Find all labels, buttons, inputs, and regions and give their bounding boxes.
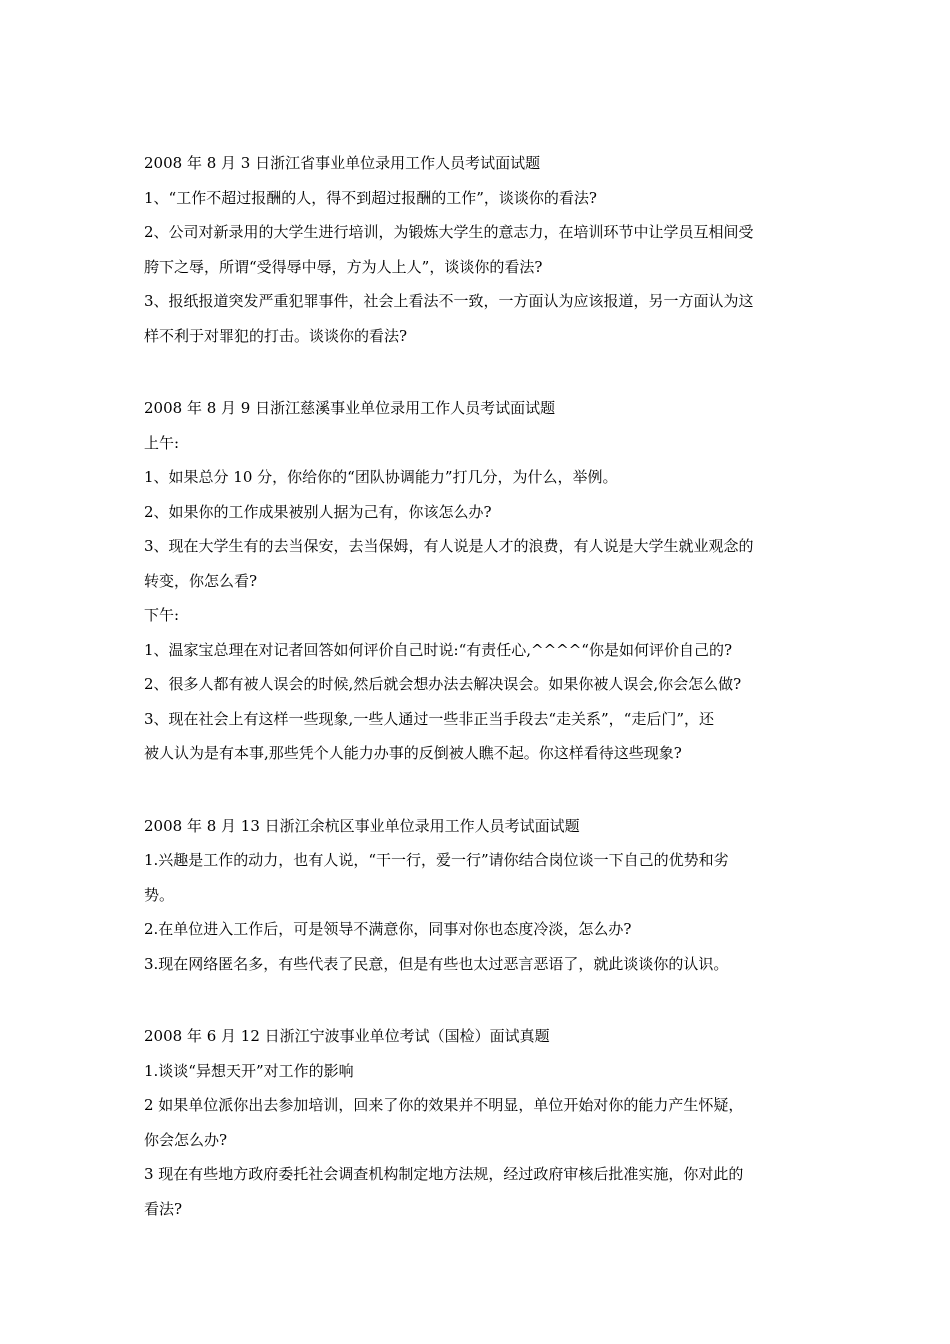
question-line: 1.谈谈“异想天开”对工作的影响: [144, 1061, 354, 1080]
exam-section-2: [144, 391, 816, 771]
question-line: 3、报纸报道突发严重犯罪事件，社会上看法不一致，一方面认为应该报道，另一方面认为这: [144, 292, 754, 310]
exam-section-3: [144, 809, 816, 982]
question-line: 2.在单位进入工作后，可是领导不满意你，同事对你也态度冷淡，怎么办?: [144, 920, 632, 938]
question-line: 1、“工作不超过报酬的人，得不到超过报酬的工作”，谈谈你的看法?: [144, 188, 597, 207]
question-line: 3、现在社会上有这样一些现象,一些人通过一些非正当手段去“走关系”，“走后门”，还: [144, 709, 714, 728]
question-line: 1.兴趣是工作的动力，也有人说，“干一行，爱一行”请你结合岗位谈一下自己的优势和劣: [144, 851, 729, 869]
question-line: 转变，你怎么看?: [144, 571, 258, 590]
question-line: 2、公司对新录用的大学生进行培训，为锻炼大学生的意志力，在培训环节中让学员互相间受: [144, 223, 754, 241]
question-line: 胯下之辱，所谓“受得辱中辱，方为人上人”，谈谈你的看法?: [144, 257, 543, 276]
section-title: 2008 年 8 月 9 日浙江慈溪事业单位录用工作人员考试面试题: [144, 399, 556, 417]
question-line: 3.现在网络匿名多，有些代表了民意，但是有些也太过恶言恶语了，就此谈谈你的认识。: [144, 954, 729, 973]
exam-section-1: [144, 146, 816, 353]
question-line: 被人认为是有本事,那些凭个人能力办事的反倒被人瞧不起。你这样看待这些现象?: [144, 744, 682, 762]
document-page: [144, 146, 816, 1264]
section-title: 2008 年 8 月 13 日浙江余杭区事业单位录用工作人员考试面试题: [144, 816, 580, 835]
question-line: 你会怎么办?: [144, 1130, 228, 1149]
section-title: 2008 年 8 月 3 日浙江省事业单位录用工作人员考试面试题: [144, 154, 541, 172]
question-line: 3、现在大学生有的去当保安，去当保姆，有人说是人才的浪费，有人说是大学生就业观念的: [144, 537, 754, 555]
question-line: 2、如果你的工作成果被别人据为己有，你该怎么办?: [144, 502, 492, 521]
exam-section-4: [144, 1019, 816, 1226]
section-title: 2008 年 6 月 12 日浙江宁波事业单位考试（国检）面试真题: [144, 1027, 550, 1045]
question-line: 1、如果总分 10 分，你给你的“团队协调能力”打几分，为什么，举例。: [144, 468, 618, 486]
question-line: 2、很多人都有被人误会的时候,然后就会想办法去解决误会。如果你被人误会,你会怎么做?: [144, 675, 742, 693]
session-label-morning: 上午:: [144, 433, 180, 452]
question-line: 样不利于对罪犯的打击。谈谈你的看法?: [144, 326, 408, 345]
question-line: 看法?: [144, 1199, 183, 1218]
question-line: 1、温家宝总理在对记者回答如何评价自己时说:“有责任心,^^^^“你是如何评价自己的?: [144, 640, 733, 659]
question-line: 势。: [144, 885, 175, 904]
question-line: 2 如果单位派你出去参加培训，回来了你的效果并不明显，单位开始对你的能力产生怀疑，: [144, 1096, 744, 1114]
session-label-afternoon: 下午:: [144, 606, 180, 624]
question-line: 3 现在有些地方政府委托社会调查机构制定地方法规，经过政府审核后批准实施，你对此的: [144, 1165, 744, 1183]
